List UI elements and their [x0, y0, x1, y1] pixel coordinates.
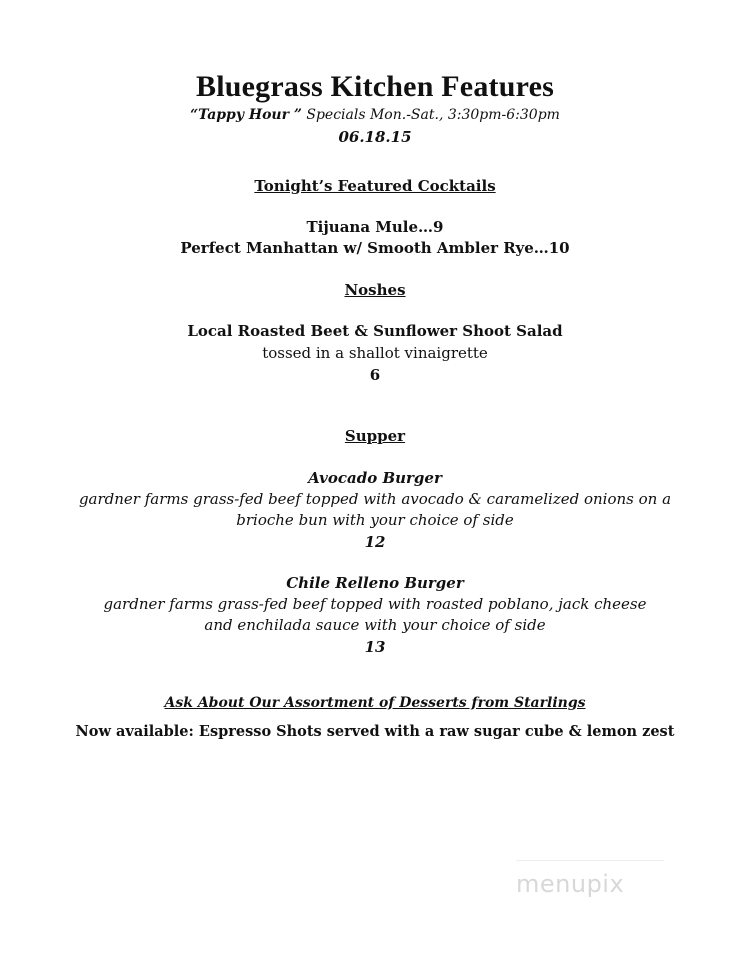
supper-item-description: gardner farms grass-fed beef topped with avocado & caramelized onions on a — [78, 490, 672, 508]
nosh-item-description: tossed in a shallot vinaigrette — [262, 344, 488, 362]
supper-item-description: and enchilada sauce with your choice of side — [204, 616, 546, 634]
supper-item-description: brioche bun with your choice of side — [236, 511, 514, 529]
noshes-heading: Noshes — [344, 281, 406, 299]
menupix-watermark: menupix — [516, 870, 625, 898]
espresso-note: Now available: Espresso Shots served with a raw sugar cube & lemon zest — [75, 723, 675, 740]
menu-date: 06.18.15 — [338, 128, 412, 146]
supper-item-price: 12 — [364, 533, 386, 551]
cocktails-heading: Tonight’s Featured Cocktails — [254, 177, 496, 195]
supper-item-name: Avocado Burger — [308, 469, 442, 487]
nosh-item-name: Local Roasted Beet & Sunflower Shoot Salad — [187, 322, 563, 340]
tappy-hour-subtitle — [0, 107, 750, 123]
cocktail-item: Perfect Manhattan w/ Smooth Ambler Rye…10 — [180, 239, 570, 257]
page-title: Bluegrass Kitchen Features — [196, 70, 554, 103]
nosh-item-price: 6 — [369, 366, 381, 384]
cocktail-item: Tijuana Mule…9 — [306, 218, 444, 236]
desserts-note: Ask About Our Assortment of Desserts from Starlings — [164, 695, 586, 711]
supper-heading: Supper — [344, 427, 406, 445]
tappy-hour-label: “Tappy Hour ” — [190, 107, 302, 123]
supper-item-description: gardner farms grass-fed beef topped with roasted poblano, jack cheese — [103, 595, 647, 613]
tappy-hour-times: Specials Mon.-Sat., 3:30pm-6:30pm — [301, 107, 560, 123]
supper-item-price: 13 — [364, 638, 386, 656]
watermark-divider — [516, 860, 664, 861]
supper-item-name: Chile Relleno Burger — [286, 574, 464, 592]
